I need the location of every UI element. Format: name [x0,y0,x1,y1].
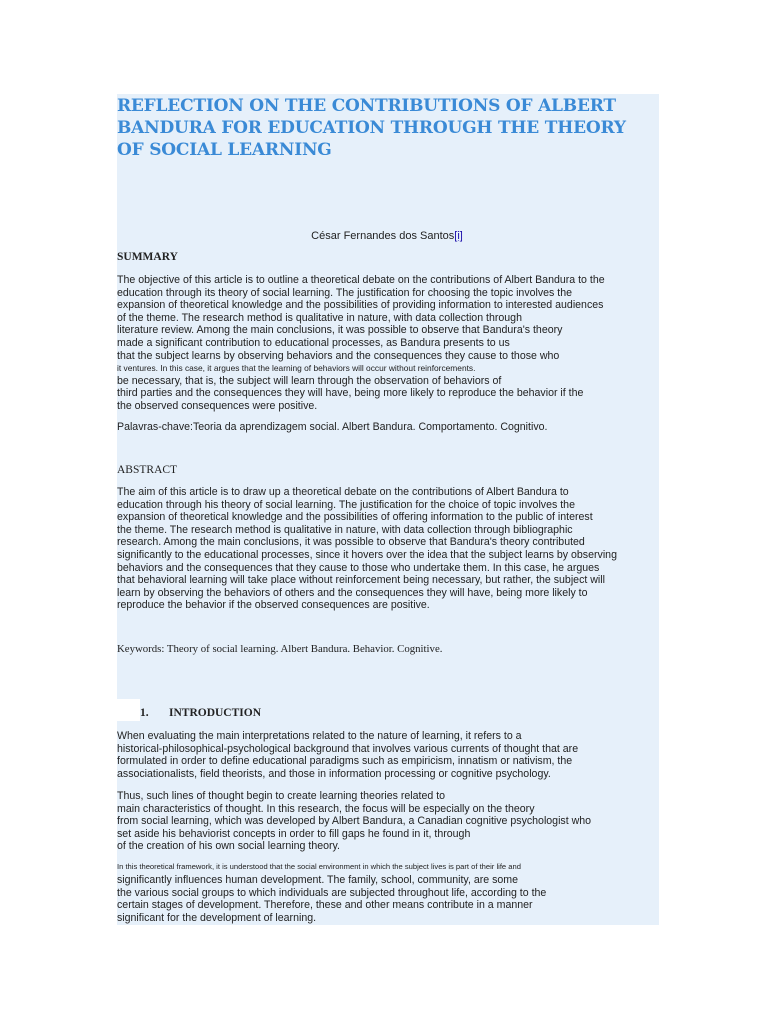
intro-line: of the creation of his own social learning theory. [117,840,340,853]
author-name: César Fernandes dos Santos [311,230,455,242]
summary-heading: SUMMARY [117,251,178,263]
intro-line: from social learning, which was developed by Albert Bandura, a Canadian cognitive psychologist who [117,815,592,828]
summary-line: that the subject learns by observing behaviors and the consequences they cause to those who [117,349,560,362]
abstract-line: learn by observing the behaviors of others and the consequences they will have, being more likely to [117,586,588,599]
abstract-line: the theme. The research method is qualitative in nature, with data collection through bibliographic [117,523,573,536]
intro-line: the various social groups to which individuals are subjected throughout life, according to the [117,886,547,899]
intro-line: When evaluating the main interpretations related to the nature of learning, it refers to a [117,730,522,742]
abstract-heading: ABSTRACT [117,464,178,476]
intro-line: Thus, such lines of thought begin to create learning theories related to [117,790,446,802]
summary-line: third parties and the consequences they will have, being more likely to reproduce the behavior if the [117,387,584,400]
summary-line: made a significant contribution to educational processes, as Bandura presents to us [117,336,510,349]
summary-paragraph [117,274,605,413]
intro-line: certain stages of development. Therefore, these and other means contribute in a manner [117,899,533,912]
abstract-line: expansion of theoretical knowledge and the possibilities of offering information to the public of interest [117,511,593,524]
abstract-line: that behavioral learning will take place without reinforcement being necessary, but rather, the subject will [117,574,605,587]
summary-line: literature review. Among the main conclusions, it was possible to observe that Bandura's theory [117,324,563,337]
abstract-line: behaviors and the consequences that they cause to those who undertake them. In this case, he argues [117,561,600,574]
summary-line: The objective of this article is to outline a theoretical debate on the contributions of Albert Bandura to the [117,274,605,286]
abstract-line: research. Among the main conclusions, it was possible to observe that Bandura's theory contributed [117,536,585,549]
abstract-line: education through his theory of social learning. The justification for the choice of topic involves the [117,498,575,511]
abstract-line: The aim of this article is to draw up a theoretical debate on the contributions of Albert Bandura to [117,486,569,498]
intro-line: significant for the development of learning. [117,911,317,924]
summary-line: be necessary, that is, the subject will learn through the observation of behaviors of [117,374,502,387]
abstract-line: reproduce the behavior if the observed consequences are positive. [117,599,430,612]
intro-heading: INTRODUCTION [169,707,262,719]
abstract-line: significantly to the educational processes, since it hovers over the idea that the subject learns by observing [117,548,617,561]
intro-paragraph-2 [117,790,591,853]
summary-keywords: Palavras-chave:Teoria da aprendizagem social. Albert Bandura. Comportamento. Cognitivo. [117,421,548,433]
intro-line-small: In this theoretical framework, it is understood that the social environment in which the subject lives is part of their life and [117,862,521,871]
intro-line: significantly influences human development. The family, school, community, are some [117,874,518,886]
intro-gap [117,699,140,721]
abstract-paragraph [117,486,617,612]
intro-paragraph-3 [117,874,546,924]
intro-line: formulated in order to define educational paradigms such as empiricism, innatism or nativism, the [117,755,573,768]
summary-line-small: it ventures. In this case, it argues that the learning of behaviors will occur without reinforcements. [117,363,476,374]
intro-line: main characteristics of thought. In this research, the focus will be especially on the theory [117,802,535,815]
footnote-link[interactable]: [i] [454,230,463,242]
abstract-keywords: Keywords: Theory of social learning. Albert Bandura. Behavior. Cognitive. [117,643,443,655]
summary-line: of the theme. The research method is qualitative in nature, with data collection through [117,311,522,324]
intro-line: historical-philosophical-psychological background that involves various currents of thought that are [117,742,579,755]
summary-line: expansion of theoretical knowledge and the possibilities of providing information to interested audiences [117,299,604,312]
summary-line: education through its theory of social learning. The justification for choosing the topic involves the [117,286,573,299]
summary-line: the observed consequences were positive. [117,399,318,412]
article-title: REFLECTION ON THE CONTRIBUTIONS OF ALBERT BANDURA FOR EDUCATION THROUGH THE THEORY OF SOCIAL LEARNING [117,96,626,160]
author-line [117,230,657,242]
intro-line: associationalists, field theorists, and those in information processing or cognitive psychology. [117,767,551,780]
intro-paragraph-1 [117,730,578,780]
intro-line: set aside his behaviorist concepts in order to fill gaps he found in it, through [117,827,471,840]
intro-number: 1. [140,707,149,719]
